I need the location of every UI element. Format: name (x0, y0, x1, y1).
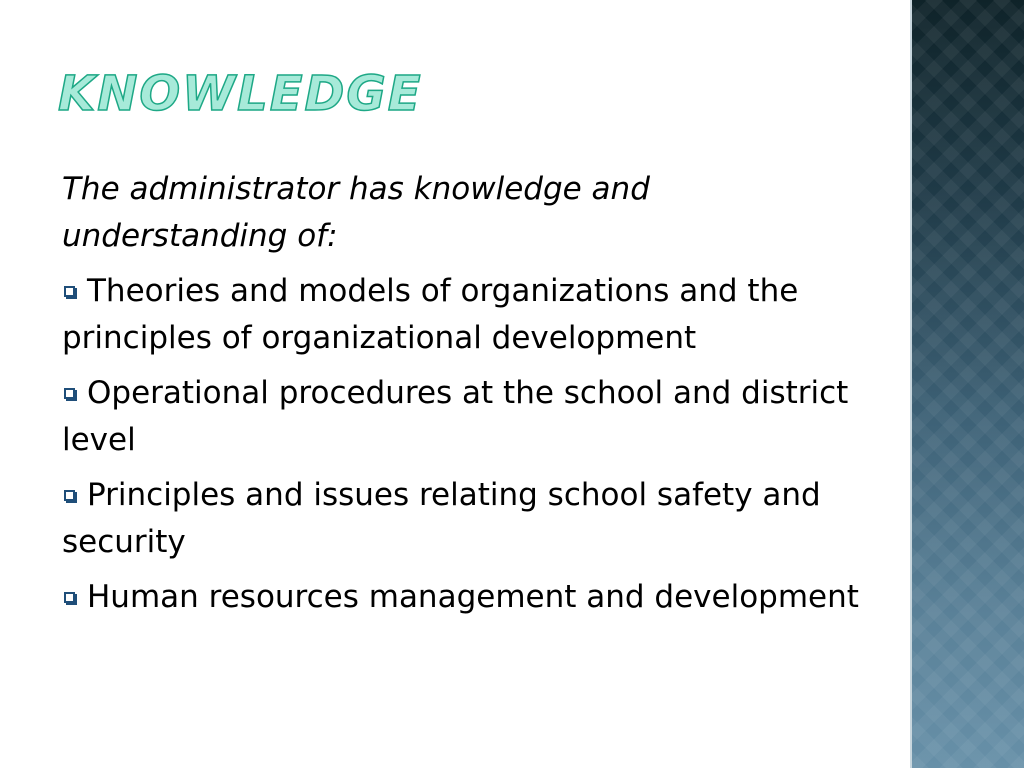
bullet-item (62, 268, 862, 362)
bullet-text: Principles and issues relating school safety and security (62, 477, 821, 560)
bullet-item (62, 370, 862, 464)
intro-text: The administrator has knowledge and understanding of: (62, 171, 650, 254)
square-bullet-icon (64, 388, 75, 399)
bullet-list (62, 268, 862, 621)
bullet-text: Operational procedures at the school and district level (62, 375, 849, 458)
square-bullet-icon (64, 490, 75, 501)
square-bullet-icon (64, 592, 75, 603)
square-bullet-icon (64, 286, 75, 297)
slide-body (62, 166, 862, 629)
bullet-text: Human resources management and development (87, 579, 859, 615)
bullet-item (62, 574, 862, 621)
bullet-item (62, 472, 862, 566)
decorative-side-bar (912, 0, 1024, 768)
bullet-text: Theories and models of organizations and the principles of organizational development (62, 273, 799, 356)
slide-title: KNOWLEDGE (58, 66, 423, 122)
